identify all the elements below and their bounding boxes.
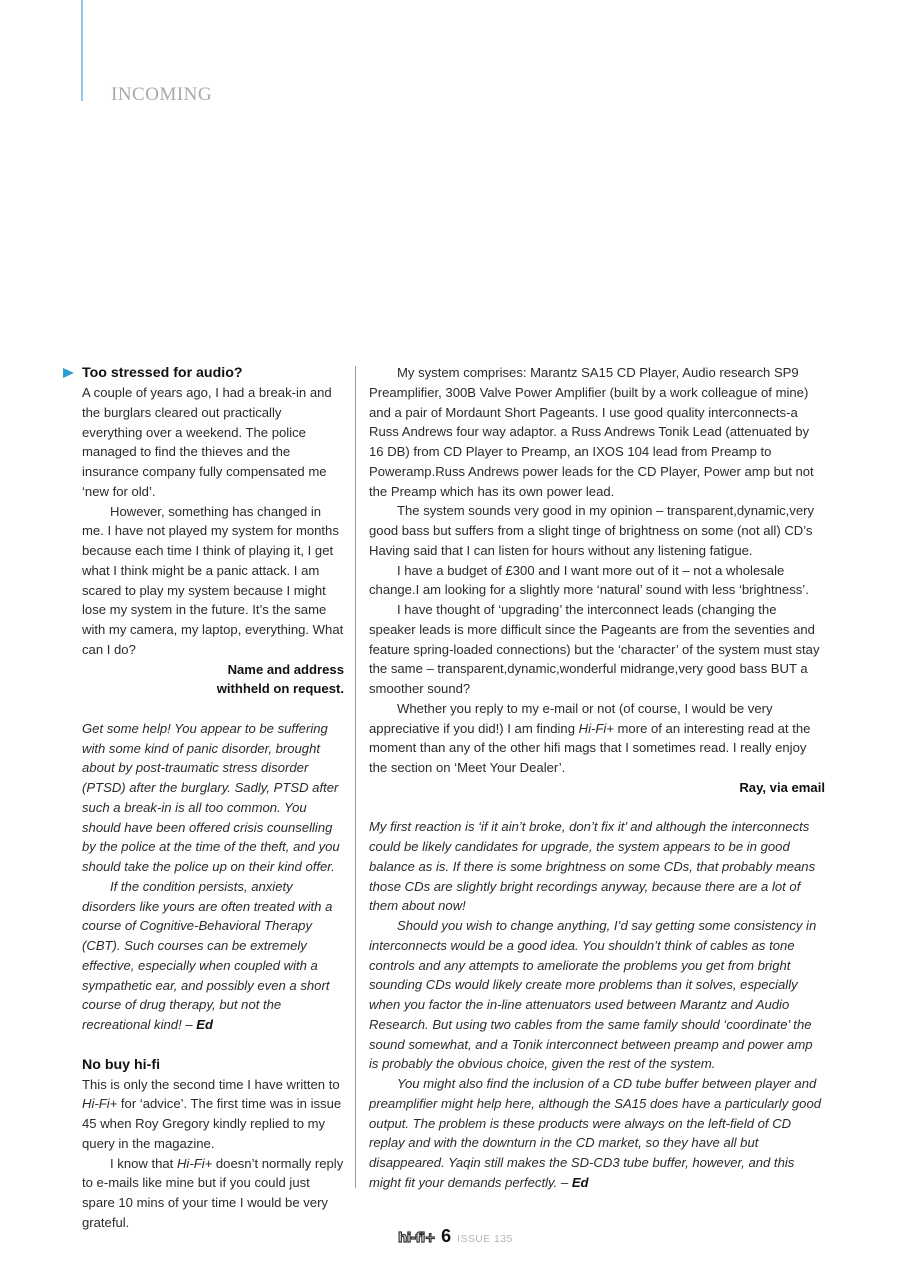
magazine-name: Hi-Fi+ bbox=[176, 1155, 213, 1171]
issue-label: ISSUE 135 bbox=[457, 1233, 513, 1245]
letter-paragraph bbox=[82, 1075, 344, 1154]
section-title: INCOMING bbox=[111, 84, 213, 105]
letter-signature: Name and address bbox=[227, 661, 344, 677]
letter-paragraph: The system sounds very good in my opinion – transparent,dynamic,very good bass but suffers from a slight tinge of brightness on some (not all) CD’s Having said that I can listen for hours without any listening fatigue. bbox=[369, 503, 815, 558]
page-footer bbox=[398, 1226, 513, 1246]
letter-paragraph: A couple of years ago, I had a break-in and the burglars cleared out practically everything over a weekend. The police managed to find the thieves and the insurance company fully compensated me ‘new for old’. bbox=[82, 385, 332, 499]
editor-reply bbox=[82, 877, 344, 1035]
editor-sign: Ed bbox=[571, 1174, 589, 1190]
editor-sign: Ed bbox=[196, 1017, 214, 1032]
hifi-plus-logo: hi-fi+ bbox=[398, 1231, 436, 1246]
letter-paragraph bbox=[369, 699, 825, 778]
accent-rule bbox=[81, 0, 83, 101]
text: doesn’t normally reply to e-mails like mine but if you could just spare 10 mins of your time I would be very grateful. bbox=[82, 1155, 344, 1230]
magazine-name: Hi-Fi+ bbox=[578, 720, 614, 736]
letter-paragraph bbox=[82, 1154, 344, 1233]
magazine-name: Hi-Fi+ bbox=[82, 1096, 118, 1112]
right-column bbox=[369, 363, 825, 1193]
letter-paragraph: However, something has changed in me. I have not played my system for months because each time I think of playing it, I get what I think might be a panic attack. I am scared to play my system because I might lose my system in the future. It’s the same with my camera, my laptop, everything. What can I do? bbox=[82, 503, 344, 657]
editor-reply bbox=[369, 1074, 825, 1193]
text: more of an interesting read at the moment than any of the other hifi mags that I sometimes read. I really enjoy the section on ‘Meet Your Dealer’. bbox=[369, 720, 811, 775]
triangle-marker-icon bbox=[63, 368, 74, 378]
column-divider bbox=[355, 366, 356, 1188]
editor-reply: Should you wish to change anything, I’d say getting some consistency in interconnects would be a good idea. You shouldn’t think of cables as tone controls and any attempts to ameliorate the problems you get from bright sounding CDs would likely create more problems than it solves, especially when you factor the in-line attenuators used between Marantz and Audio Research. But using two cables from the same family should ‘coordinate’ the sound somewhat, and a Tonik interconnect between preamp and power amp is probably the obvious choice, given the rest of the system. bbox=[369, 918, 817, 1072]
editor-reply: Get some help! You appear to be suffering with some kind of panic disorder, brought about by post-traumatic stress disorder (PTSD) after the burglary. Sadly, PTSD after such a break-in is all too common. You should have been offered crisis counselling by the police at the time of the theft, and you should take the police up on their kind offer. bbox=[82, 720, 340, 874]
page-number: 6 bbox=[441, 1226, 452, 1246]
text: I know that bbox=[110, 1155, 177, 1171]
editor-reply-text: If the condition persists, anxiety disorders like yours are often treated with a course of Cognitive-Behavioral Therapy (CBT). Such courses can be extremely effective, especially when coupled with a sympathetic ear, and possibly even a short course of drug therapy, but not the recreational kind! – bbox=[82, 878, 333, 1032]
letter-heading-text: Too stressed for audio? bbox=[82, 365, 243, 381]
left-column bbox=[82, 363, 344, 1233]
letter-paragraph: I have thought of ‘upgrading’ the interconnect leads (changing the speaker leads is more difficult since the Pageants are from the seventies and feature spring-loaded connections) but the ‘character’ of the system must stay the same – transparent,dynamic,wonderful midrange,very good bass BUT a smoother sound? bbox=[369, 602, 820, 696]
letter-paragraph: My system comprises: Marantz SA15 CD Player, Audio research SP9 Preamplifier, 300B Valve Power Amplifier (built by a work colleague of mine) and a pair of Mordaunt Short Pageants. I use good quality interconnects-a Russ Andrews four way adaptor. a Russ Andrews Tonik Lead (attenuated by 16 DB) from CD Player to Preamp, an IXOS 104 lead from Preamp to Poweramp.Russ Andrews power leads for the CD Player, Power amp but not the Preamp which has its own power lead. bbox=[369, 365, 814, 499]
text: Whether you reply to my e-mail or not (of course, I would be very appreciative if you did!) I am finding bbox=[369, 700, 773, 736]
text: for ‘advice’. The first time was in issue 45 when Roy Gregory kindly replied to my query in the magazine. bbox=[82, 1096, 342, 1151]
editor-reply: My first reaction is ‘if it ain’t broke, don’t fix it’ and although the interconnects could be likely candidates for upgrade, the system appears to be in good balance as is. If there is some brightness on some CDs, that probably means those CDs are slightly bright recordings anyway, because there are a lot of them about now! bbox=[369, 819, 816, 914]
letter-signature: Ray, via email bbox=[739, 779, 825, 795]
text: This is only the second time I have written to bbox=[82, 1076, 340, 1092]
letter-signature: withheld on request. bbox=[216, 681, 344, 697]
letter-heading: No buy hi-fi bbox=[82, 1056, 161, 1073]
letter-paragraph: I have a budget of £300 and I want more out of it – not a wholesale change.I am looking for a slightly more ‘natural’ sound with less ‘brightness’. bbox=[369, 562, 809, 598]
letter-heading bbox=[82, 363, 344, 383]
editor-reply-text: You might also find the inclusion of a CD tube buffer between player and preamplifier might help here, although the SA15 does have a particularly good output. The problem is these products were always on the left-field of CD replay and with the downturn in the CD market, so they have all but disappeared. Yaqin still makes the SD-CD3 tube buffer, however, and this might fit your demands perfectly. – bbox=[369, 1076, 822, 1190]
